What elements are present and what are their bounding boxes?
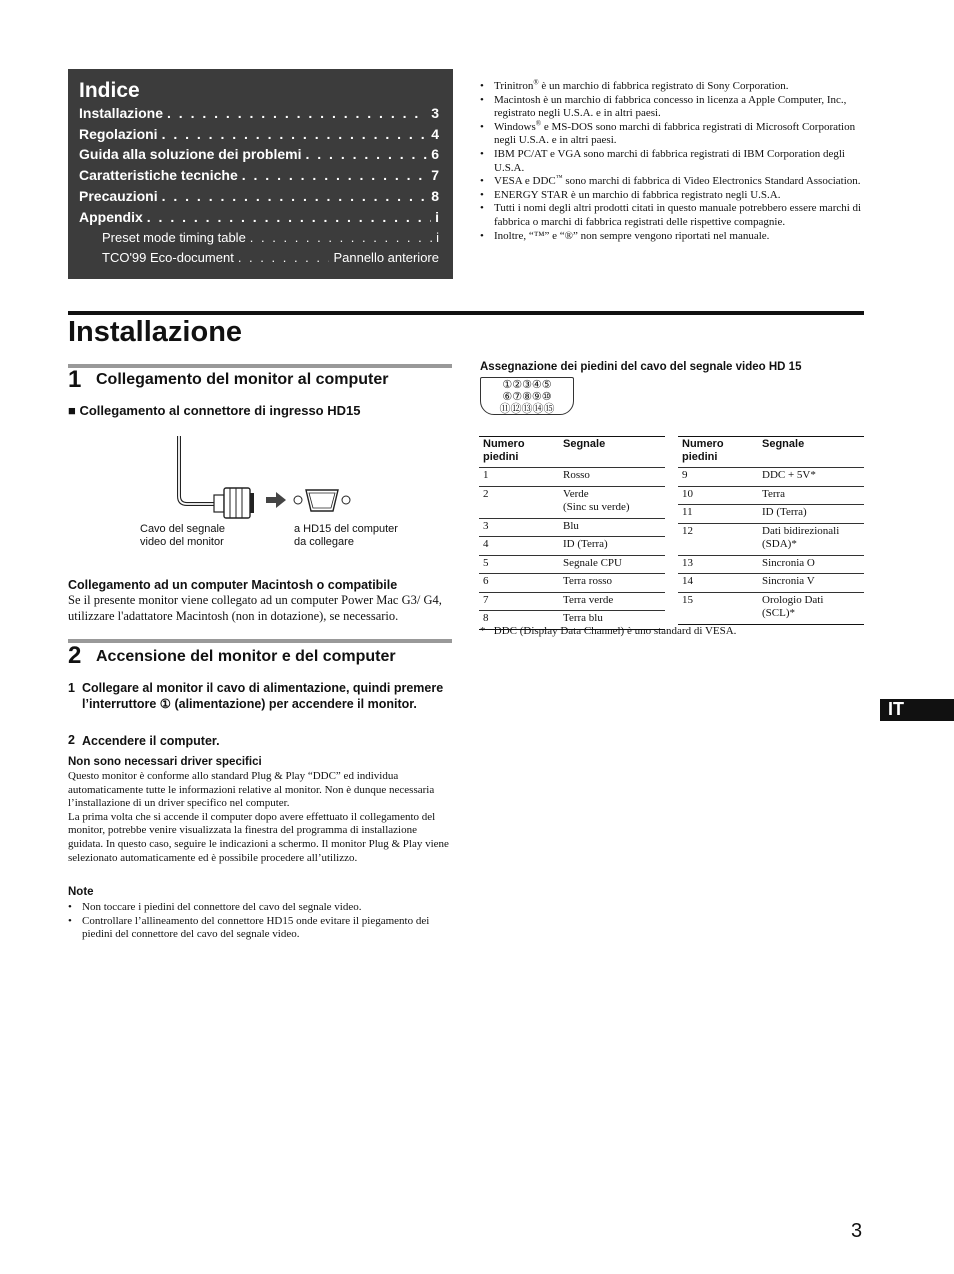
- section-heading: Collegamento del monitor al computer: [96, 371, 389, 388]
- toc-entry[interactable]: Regolazioni . . . 4: [79, 126, 439, 142]
- connection-diagram: [170, 432, 370, 522]
- section-heading: Accensione del monitor e del computer: [96, 648, 396, 665]
- table-row: 2 Verde (Sinc su verde): [479, 486, 665, 518]
- table-row: 4 ID (Terra): [479, 537, 665, 556]
- caption-port: a HD15 del computer da collegare: [294, 523, 398, 548]
- trademark-item: • ENERGY STAR è un marchio di fabbrica registrato negli U.S.A.: [480, 188, 781, 201]
- step-text: Accendere il computer.: [82, 734, 220, 748]
- table-row: 12 Dati bidirezionali (SDA)*: [678, 523, 864, 555]
- driver-heading: Non sono necessari driver specifici: [68, 756, 262, 768]
- trademark-item: • Windows® e MS-DOS sono marchi di fabbrica registrati di Microsoft Corporation negli U.S.A. e in altri paesi.: [480, 119, 856, 147]
- toc-entry[interactable]: Installazione . . . 3: [79, 105, 439, 121]
- table-row: 7 Terra verde: [479, 592, 665, 611]
- screw-icon: [342, 496, 350, 504]
- note-item: • Non toccare i piedini del connettore del cavo del segnale video.: [68, 901, 362, 913]
- trademark-item: • VESA e DDC™ sono marchi di fabbrica di Video Electronics Standard Association.: [480, 173, 861, 188]
- plug-tip: [250, 493, 254, 513]
- trademark-item: • Macintosh è un marchio di fabbrica concesso in licenza a Apple Computer, Inc., registrato negli U.S.A. e in altri paesi.: [480, 93, 847, 120]
- index-title: Indice: [79, 79, 140, 102]
- toc-entry[interactable]: Precauzioni . . . 8: [79, 188, 439, 204]
- index-box: [68, 69, 453, 279]
- trademark-list: [480, 80, 865, 243]
- driver-text: Questo monitor è conforme allo standard Plug & Play “DDC” ed individua automaticamente tutte le informazioni relative al monitor. Non è dunque necessaria l’installazione di un driver specifico nel computer. La prima volta che si accende il computer dopo avere effettuato il collegamento del monitor, potrebbe venire visualizzata la finestra del programma di installazione guidata. In questo caso, seguire le indicazioni a schermo. Il monitor Plug & Play viene selezionato automaticamente ed è possibile procedere all’utilizzo.: [68, 770, 449, 864]
- arrow-icon: [266, 492, 286, 508]
- toc-subentry[interactable]: TCO'99 Eco-document . . . Pannello anteriore: [102, 250, 439, 265]
- table-row: 13 Sincronia O: [678, 555, 864, 574]
- screw-icon: [294, 496, 302, 504]
- step-number: 2: [68, 733, 75, 747]
- toc-entry[interactable]: Guida alla soluzione dei problemi . . . 6: [79, 146, 439, 162]
- language-tab: IT: [880, 699, 954, 721]
- section-bar: [68, 639, 452, 643]
- page-title: Installazione: [68, 316, 243, 348]
- trademark-item: • IBM PC/AT e VGA sono marchi di fabbrica registrati di IBM Corporation degli U.S.A.: [480, 147, 845, 174]
- section-number: 1: [68, 366, 82, 393]
- plug-grip: [214, 495, 224, 512]
- table-row: 6 Terra rosso: [479, 574, 665, 593]
- note-list: [68, 901, 454, 942]
- table-row: 14 Sincronia V: [678, 574, 864, 593]
- table-row: 3 Blu: [479, 518, 665, 537]
- trademark-item: • Tutti i nomi degli altri prodotti citati in questo manuale potrebbero essere marchi di fabbrica o marchi di fabbrica registrati delle rispettive compagnie.: [480, 202, 862, 228]
- table-row: 9 DDC + 5V*: [678, 468, 864, 487]
- note-item: • Controllare l’allineamento del connettore HD15 onde evitare il piegamento dei piedini del connettore del cavo del segnale video.: [68, 914, 430, 941]
- toc-entry[interactable]: Appendix . . . i: [79, 209, 439, 225]
- hd15-pin-diagram: ①②③④⑤ ⑥⑦⑧⑨⑩ ⑪⑫⑬⑭⑮: [480, 377, 574, 415]
- toc-subentry[interactable]: Preset mode timing table . . . i: [102, 230, 439, 245]
- table-row: 5 Segnale CPU: [479, 555, 665, 574]
- toc-entry[interactable]: Caratteristiche tecniche . . . 7: [79, 167, 439, 183]
- caption-cable: Cavo del segnale video del monitor: [140, 523, 226, 548]
- mac-heading: Collegamento ad un computer Macintosh o compatibile: [68, 578, 398, 592]
- step-text: Collegare al monitor il cavo di alimentazione, quindi premere l’interruttore ① (alimentazione) per accendere il monitor.: [82, 681, 444, 711]
- title-rule: [68, 311, 864, 315]
- mac-text: Se il presente monitor viene collegato ad un computer Power Mac G3/ G4, utilizzare l'adattatore Macintosh (non in dotazione), se necessario.: [68, 593, 442, 623]
- table-row: 10 Terra: [678, 486, 864, 505]
- cable-line-inner: [179, 436, 215, 504]
- table-header-row: Numero piedini Segnale: [678, 437, 864, 468]
- table-row: 1 Rosso: [479, 468, 665, 487]
- pin-heading: Assegnazione dei piedini del cavo del segnale video HD 15: [480, 361, 802, 373]
- table-row: 11 ID (Terra): [678, 505, 864, 524]
- table-header-row: Numero piedini Segnale: [479, 437, 665, 468]
- plug-body: [224, 488, 250, 518]
- subsection-heading: ■ Collegamento al connettore di ingresso HD15: [68, 403, 361, 418]
- trademark-item: • Inoltre, “™” e “®” non sempre vengono riportati nel manuale.: [480, 229, 770, 242]
- cable-line: [179, 436, 215, 504]
- trademark-item: • Trinitron® è un marchio di fabbrica registrato di Sony Corporation.: [480, 78, 789, 92]
- pin-table-right: [678, 436, 864, 625]
- page-number: 3: [851, 1220, 863, 1242]
- step-number: 1: [68, 681, 75, 695]
- note-heading: Note: [68, 886, 94, 898]
- table-footnote: * DDC (Display Data Channel) è uno standard di VESA.: [480, 625, 737, 637]
- section-bar: [68, 364, 452, 368]
- table-row: 8 Terra blu: [479, 611, 665, 630]
- table-row: 15 Orologio Dati (SCL)*: [678, 592, 864, 624]
- pin-table-left: [479, 436, 665, 630]
- section-number: 2: [68, 642, 82, 669]
